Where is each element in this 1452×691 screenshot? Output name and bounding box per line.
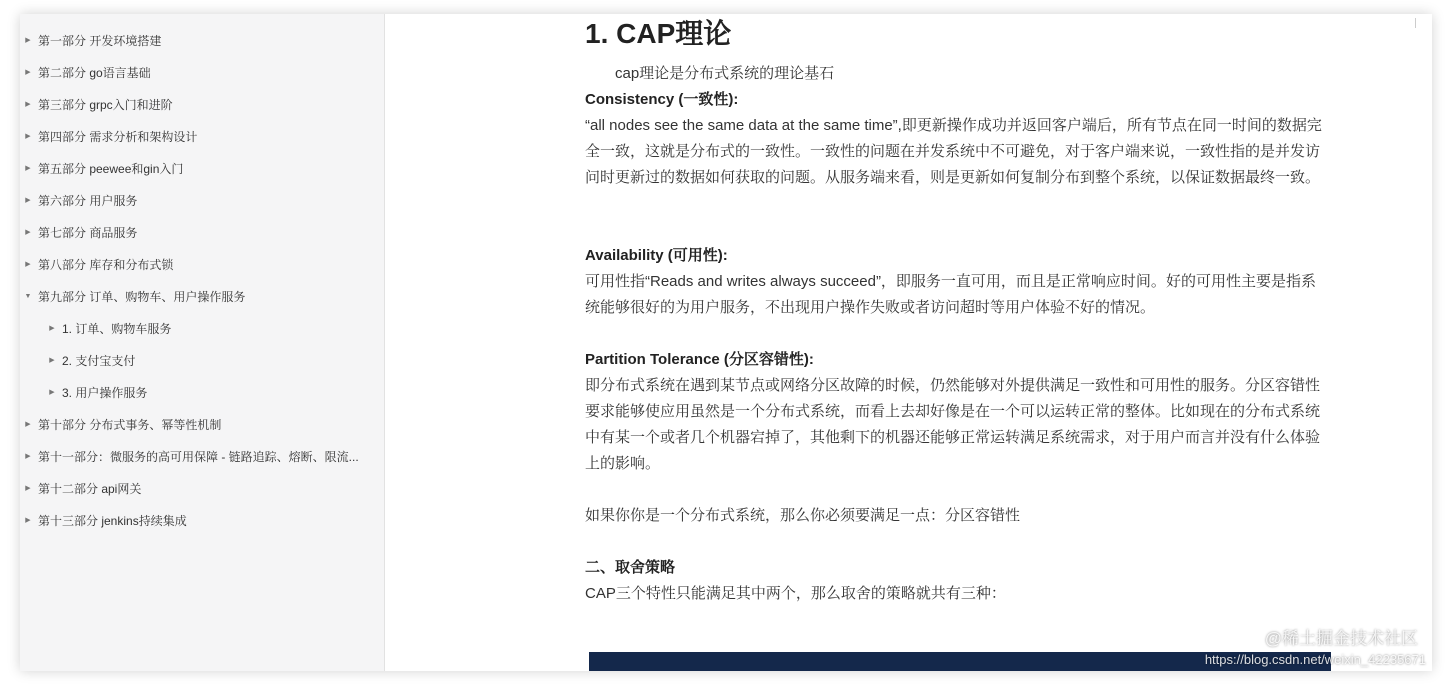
outline-sidebar [20,14,385,671]
sidebar-subitem-orders-cart[interactable] [20,317,171,339]
caret-right-icon[interactable]: ▶ [49,325,55,332]
sidebar-item-part-9[interactable] [20,285,245,307]
caret-right-icon[interactable]: ▶ [25,517,31,524]
sidebar-item-part-1[interactable] [20,29,161,51]
scrollbar[interactable] [1415,18,1416,28]
sidebar-item-label: 第三部分 grpc入门和进阶 [38,97,173,112]
sidebar-item-part-4[interactable] [20,125,197,147]
availability-body: 可用性指“Reads and writes always succeed”，即服务一直可用，而且是正常响应时间。好的可用性主要是指系统能够很好的为用户服务，不出现用户操作失败或者访问超时等用户体验不好的情况。 [585,273,1316,316]
sidebar-item-label: 2. 支付宝支付 [62,353,136,368]
sidebar-item-part-11[interactable] [20,445,359,467]
sidebar-item-label: 第十三部分 jenkins持续集成 [38,513,187,528]
sidebar-item-label: 第六部分 用户服务 [38,193,138,208]
sidebar-item-label: 第十部分 分布式事务、幂等性机制 [38,417,222,432]
sidebar-item-label: 第十二部分 api网关 [38,481,142,496]
sidebar-item-label: 第五部分 peewee和gin入门 [38,161,184,176]
caret-right-icon[interactable]: ▶ [25,229,31,236]
sidebar-item-part-13[interactable] [20,509,187,531]
sidebar-item-label: 1. 订单、购物车服务 [62,321,172,336]
sidebar-item-label: 第七部分 商品服务 [38,225,138,240]
caret-right-icon[interactable]: ▶ [49,357,55,364]
caret-right-icon[interactable]: ▶ [25,261,31,268]
sidebar-item-label: 3. 用户操作服务 [62,385,148,400]
caret-down-icon[interactable]: ▼ [24,292,32,300]
strategy-body: CAP三个特性只能满足其中两个，那么取舍的策略就共有三种： [585,585,1006,602]
partition-note: 如果你你是一个分布式系统，那么你必须要满足一点：分区容错性 [585,507,1021,524]
consistency-body: “all nodes see the same data at the same time”,即更新操作成功并返回客户端后，所有节点在同一时间的数据完全一致，这就是分布式的一致性。一致性的问题在并发系统中不可避免，对于客户端来说，一致性指的是并发访问时更新过的数据如何获取的问题。从服务端来看，则是更新如何复制分布到整个系统，以保证数据最终一致。 [585,117,1322,186]
document-content[interactable] [386,14,1432,671]
availability-heading: Availability (可用性): [585,247,728,264]
caret-right-icon[interactable]: ▶ [49,389,55,396]
intro-text: cap理论是分布式系统的理论基石 [615,65,835,82]
caret-right-icon[interactable]: ▶ [25,165,31,172]
caret-right-icon[interactable]: ▶ [25,69,31,76]
app-window [20,14,1432,671]
sidebar-subitem-user-ops[interactable] [20,381,147,403]
strategy-heading: 二、取舍策略 [585,559,676,576]
consistency-heading: Consistency (一致性): [585,91,739,108]
sidebar-item-label: 第四部分 需求分析和架构设计 [38,129,198,144]
watermark-brand: @稀土掘金技术社区 [1264,629,1418,648]
page-title: 1. CAP理论 [585,18,732,49]
sidebar-item-part-6[interactable] [20,189,137,211]
sidebar-item-part-3[interactable] [20,93,173,115]
watermark-url: https://blog.csdn.net/weixin_42235671 [1204,652,1426,667]
sidebar-item-part-5[interactable] [20,157,183,179]
sidebar-item-part-12[interactable] [20,477,141,499]
caret-right-icon[interactable]: ▶ [25,133,31,140]
sidebar-item-label: 第一部分 开发环境搭建 [38,33,162,48]
sidebar-item-label: 第十一部分：微服务的高可用保障 - 链路追踪、熔断、限流... [38,449,359,464]
sidebar-item-part-8[interactable] [20,253,173,275]
partition-heading: Partition Tolerance (分区容错性): [585,351,814,368]
sidebar-item-part-7[interactable] [20,221,137,243]
sidebar-item-label: 第九部分 订单、购物车、用户操作服务 [38,289,246,304]
sidebar-item-part-2[interactable] [20,61,151,83]
partition-body: 即分布式系统在遇到某节点或网络分区故障的时候，仍然能够对外提供满足一致性和可用性的服务。分区容错性要求能够使应用虽然是一个分布式系统，而看上去却好像是在一个可以运转正常的整体。比如现在的分布式系统中有某一个或者几个机器宕掉了，其他剩下的机器还能够正常运转满足系统需求，对于用户而言并没有什么体验上的影响。 [585,377,1321,472]
caret-right-icon[interactable]: ▶ [25,421,31,428]
sidebar-subitem-alipay[interactable] [20,349,135,371]
sidebar-item-label: 第二部分 go语言基础 [38,65,151,80]
sidebar-item-label: 第八部分 库存和分布式锁 [38,257,174,272]
caret-right-icon[interactable]: ▶ [25,101,31,108]
caret-right-icon[interactable]: ▶ [25,197,31,204]
sidebar-item-part-10[interactable] [20,413,221,435]
caret-right-icon[interactable]: ▶ [25,37,31,44]
caret-right-icon[interactable]: ▶ [25,485,31,492]
caret-right-icon[interactable]: ▶ [25,453,31,460]
